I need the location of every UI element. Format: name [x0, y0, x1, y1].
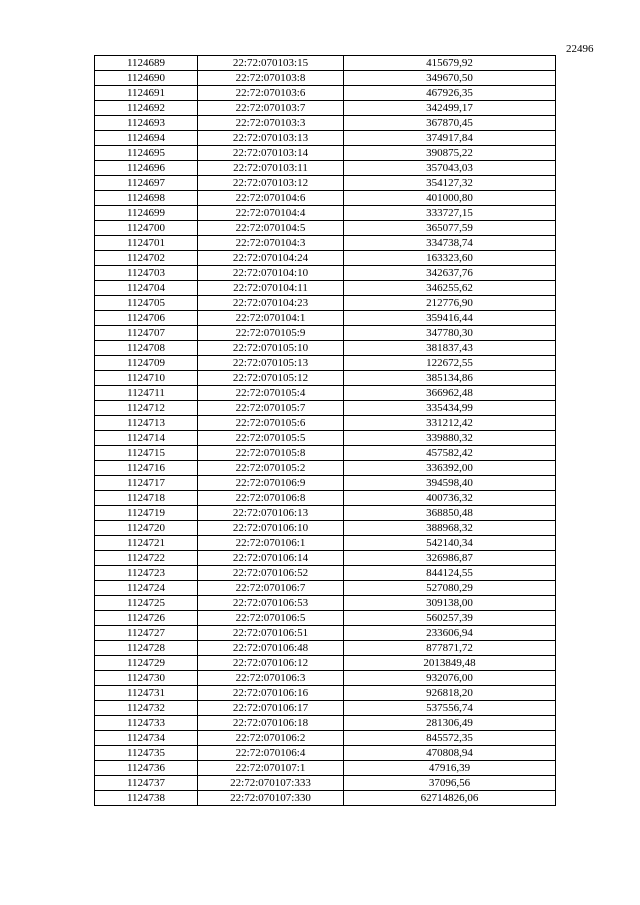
table-row	[95, 461, 556, 476]
cadastral-value-cell: 415679,92	[344, 56, 556, 71]
table-row	[95, 731, 556, 746]
record-number-cell: 1124716	[95, 461, 198, 476]
record-number-cell: 1124713	[95, 416, 198, 431]
table-row	[95, 401, 556, 416]
record-number-cell: 1124704	[95, 281, 198, 296]
cadastral-number-cell: 22:72:070106:2	[198, 731, 344, 746]
table-row	[95, 176, 556, 191]
cadastral-value-cell: 542140,34	[344, 536, 556, 551]
cadastral-number-cell: 22:72:070104:4	[198, 206, 344, 221]
cadastral-value-cell: 62714826,06	[344, 791, 556, 806]
cadastral-number-cell: 22:72:070106:14	[198, 551, 344, 566]
record-number-cell: 1124692	[95, 101, 198, 116]
cadastral-number-cell: 22:72:070104:5	[198, 221, 344, 236]
table-row	[95, 86, 556, 101]
cadastral-value-cell: 349670,50	[344, 71, 556, 86]
table-row	[95, 701, 556, 716]
cadastral-number-cell: 22:72:070106:1	[198, 536, 344, 551]
cadastral-number-cell: 22:72:070107:330	[198, 791, 344, 806]
record-number-cell: 1124712	[95, 401, 198, 416]
table-row	[95, 791, 556, 806]
cadastral-value-cell: 326986,87	[344, 551, 556, 566]
cadastral-value-cell: 365077,59	[344, 221, 556, 236]
record-number-cell: 1124698	[95, 191, 198, 206]
table-row	[95, 446, 556, 461]
table-row	[95, 221, 556, 236]
table-row	[95, 596, 556, 611]
cadastral-value-cell: 47916,39	[344, 761, 556, 776]
cadastral-value-cell: 467926,35	[344, 86, 556, 101]
cadastral-number-cell: 22:72:070106:8	[198, 491, 344, 506]
cadastral-number-cell: 22:72:070104:3	[198, 236, 344, 251]
cadastral-value-cell: 359416,44	[344, 311, 556, 326]
record-number-cell: 1124732	[95, 701, 198, 716]
table-row	[95, 341, 556, 356]
cadastral-value-cell: 844124,55	[344, 566, 556, 581]
record-number-cell: 1124720	[95, 521, 198, 536]
cadastral-value-cell: 381837,43	[344, 341, 556, 356]
cadastral-value-cell: 281306,49	[344, 716, 556, 731]
table-row	[95, 416, 556, 431]
cadastral-value-cell: 877871,72	[344, 641, 556, 656]
record-number-cell: 1124733	[95, 716, 198, 731]
record-number-cell: 1124738	[95, 791, 198, 806]
cadastral-value-cell: 394598,40	[344, 476, 556, 491]
cadastral-value-cell: 366962,48	[344, 386, 556, 401]
record-number-cell: 1124711	[95, 386, 198, 401]
record-number-cell: 1124718	[95, 491, 198, 506]
cadastral-value-cell: 385134,86	[344, 371, 556, 386]
page-number: 22496	[566, 43, 594, 55]
cadastral-number-cell: 22:72:070104:6	[198, 191, 344, 206]
table-row	[95, 251, 556, 266]
record-number-cell: 1124689	[95, 56, 198, 71]
table-row	[95, 191, 556, 206]
table-row	[95, 761, 556, 776]
record-number-cell: 1124725	[95, 596, 198, 611]
cadastral-number-cell: 22:72:070104:24	[198, 251, 344, 266]
table-row	[95, 641, 556, 656]
cadastral-value-cell: 390875,22	[344, 146, 556, 161]
cadastral-value-cell: 342637,76	[344, 266, 556, 281]
record-number-cell: 1124729	[95, 656, 198, 671]
table-row	[95, 581, 556, 596]
cadastral-number-cell: 22:72:070107:333	[198, 776, 344, 791]
cadastral-value-cell: 367870,45	[344, 116, 556, 131]
cadastral-number-cell: 22:72:070105:13	[198, 356, 344, 371]
table-row	[95, 776, 556, 791]
cadastral-number-cell: 22:72:070106:13	[198, 506, 344, 521]
cadastral-number-cell: 22:72:070105:6	[198, 416, 344, 431]
table-row	[95, 296, 556, 311]
cadastral-number-cell: 22:72:070106:48	[198, 641, 344, 656]
cadastral-value-cell: 388968,32	[344, 521, 556, 536]
record-number-cell: 1124695	[95, 146, 198, 161]
cadastral-number-cell: 22:72:070105:9	[198, 326, 344, 341]
cadastral-number-cell: 22:72:070103:13	[198, 131, 344, 146]
cadastral-number-cell: 22:72:070106:3	[198, 671, 344, 686]
record-number-cell: 1124699	[95, 206, 198, 221]
table-row	[95, 131, 556, 146]
table-row	[95, 236, 556, 251]
record-number-cell: 1124694	[95, 131, 198, 146]
cadastral-number-cell: 22:72:070105:5	[198, 431, 344, 446]
cadastral-number-cell: 22:72:070105:4	[198, 386, 344, 401]
record-number-cell: 1124706	[95, 311, 198, 326]
record-number-cell: 1124707	[95, 326, 198, 341]
table-row	[95, 566, 556, 581]
cadastral-number-cell: 22:72:070106:7	[198, 581, 344, 596]
table-row	[95, 716, 556, 731]
cadastral-number-cell: 22:72:070106:4	[198, 746, 344, 761]
table-row	[95, 146, 556, 161]
cadastral-number-cell: 22:72:070106:18	[198, 716, 344, 731]
record-number-cell: 1124709	[95, 356, 198, 371]
cadastral-number-cell: 22:72:070106:5	[198, 611, 344, 626]
cadastral-number-cell: 22:72:070105:7	[198, 401, 344, 416]
table-row	[95, 521, 556, 536]
cadastral-value-cell: 342499,17	[344, 101, 556, 116]
table-row	[95, 536, 556, 551]
cadastral-value-table	[94, 55, 556, 806]
cadastral-number-cell: 22:72:070103:7	[198, 101, 344, 116]
cadastral-number-cell: 22:72:070106:53	[198, 596, 344, 611]
cadastral-value-cell: 368850,48	[344, 506, 556, 521]
table-row	[95, 101, 556, 116]
record-number-cell: 1124722	[95, 551, 198, 566]
record-number-cell: 1124696	[95, 161, 198, 176]
cadastral-number-cell: 22:72:070105:10	[198, 341, 344, 356]
record-number-cell: 1124700	[95, 221, 198, 236]
record-number-cell: 1124719	[95, 506, 198, 521]
record-number-cell: 1124705	[95, 296, 198, 311]
table-row	[95, 371, 556, 386]
cadastral-value-cell: 339880,32	[344, 431, 556, 446]
cadastral-value-cell: 401000,80	[344, 191, 556, 206]
cadastral-number-cell: 22:72:070106:51	[198, 626, 344, 641]
table-row	[95, 356, 556, 371]
cadastral-number-cell: 22:72:070104:11	[198, 281, 344, 296]
record-number-cell: 1124702	[95, 251, 198, 266]
cadastral-value-cell: 537556,74	[344, 701, 556, 716]
table-row	[95, 161, 556, 176]
cadastral-value-cell: 926818,20	[344, 686, 556, 701]
table-row	[95, 266, 556, 281]
cadastral-value-cell: 457582,42	[344, 446, 556, 461]
cadastral-number-cell: 22:72:070105:8	[198, 446, 344, 461]
table-row	[95, 56, 556, 71]
cadastral-number-cell: 22:72:070106:9	[198, 476, 344, 491]
cadastral-value-cell: 374917,84	[344, 131, 556, 146]
table-row	[95, 746, 556, 761]
record-number-cell: 1124736	[95, 761, 198, 776]
table-row	[95, 311, 556, 326]
record-number-cell: 1124708	[95, 341, 198, 356]
record-number-cell: 1124693	[95, 116, 198, 131]
cadastral-number-cell: 22:72:070104:23	[198, 296, 344, 311]
table-row	[95, 476, 556, 491]
cadastral-number-cell: 22:72:070103:14	[198, 146, 344, 161]
table-row	[95, 386, 556, 401]
table-row	[95, 656, 556, 671]
cadastral-number-cell: 22:72:070104:1	[198, 311, 344, 326]
cadastral-number-cell: 22:72:070105:12	[198, 371, 344, 386]
cadastral-number-cell: 22:72:070106:16	[198, 686, 344, 701]
record-number-cell: 1124715	[95, 446, 198, 461]
table-row	[95, 116, 556, 131]
cadastral-number-cell: 22:72:070103:12	[198, 176, 344, 191]
cadastral-number-cell: 22:72:070106:52	[198, 566, 344, 581]
table-row	[95, 626, 556, 641]
cadastral-value-cell: 560257,39	[344, 611, 556, 626]
cadastral-number-cell: 22:72:070106:12	[198, 656, 344, 671]
table-row	[95, 206, 556, 221]
table-row	[95, 671, 556, 686]
record-number-cell: 1124714	[95, 431, 198, 446]
table-row	[95, 491, 556, 506]
cadastral-number-cell: 22:72:070106:10	[198, 521, 344, 536]
cadastral-value-cell: 400736,32	[344, 491, 556, 506]
table-row	[95, 71, 556, 86]
table-row	[95, 611, 556, 626]
record-number-cell: 1124737	[95, 776, 198, 791]
record-number-cell: 1124731	[95, 686, 198, 701]
cadastral-value-cell: 334738,74	[344, 236, 556, 251]
cadastral-value-cell: 470808,94	[344, 746, 556, 761]
cadastral-value-cell: 932076,00	[344, 671, 556, 686]
record-number-cell: 1124735	[95, 746, 198, 761]
cadastral-value-cell: 527080,29	[344, 581, 556, 596]
record-number-cell: 1124703	[95, 266, 198, 281]
cadastral-value-cell: 357043,03	[344, 161, 556, 176]
record-number-cell: 1124717	[95, 476, 198, 491]
cadastral-value-cell: 163323,60	[344, 251, 556, 266]
table-row	[95, 551, 556, 566]
cadastral-value-cell: 354127,32	[344, 176, 556, 191]
cadastral-value-cell: 336392,00	[344, 461, 556, 476]
record-number-cell: 1124701	[95, 236, 198, 251]
cadastral-value-cell: 335434,99	[344, 401, 556, 416]
table-row	[95, 281, 556, 296]
record-number-cell: 1124710	[95, 371, 198, 386]
cadastral-value-cell: 212776,90	[344, 296, 556, 311]
record-number-cell: 1124721	[95, 536, 198, 551]
cadastral-number-cell: 22:72:070103:6	[198, 86, 344, 101]
cadastral-value-cell: 845572,35	[344, 731, 556, 746]
record-number-cell: 1124691	[95, 86, 198, 101]
cadastral-value-cell: 37096,56	[344, 776, 556, 791]
cadastral-value-cell: 2013849,48	[344, 656, 556, 671]
record-number-cell: 1124727	[95, 626, 198, 641]
cadastral-number-cell: 22:72:070103:11	[198, 161, 344, 176]
cadastral-number-cell: 22:72:070103:3	[198, 116, 344, 131]
cadastral-value-cell: 233606,94	[344, 626, 556, 641]
record-number-cell: 1124730	[95, 671, 198, 686]
cadastral-number-cell: 22:72:070105:2	[198, 461, 344, 476]
table-row	[95, 686, 556, 701]
cadastral-value-cell: 331212,42	[344, 416, 556, 431]
cadastral-value-cell: 309138,00	[344, 596, 556, 611]
cadastral-value-cell: 347780,30	[344, 326, 556, 341]
record-number-cell: 1124728	[95, 641, 198, 656]
cadastral-value-cell: 346255,62	[344, 281, 556, 296]
record-number-cell: 1124726	[95, 611, 198, 626]
record-number-cell: 1124734	[95, 731, 198, 746]
cadastral-value-cell: 122672,55	[344, 356, 556, 371]
table-row	[95, 431, 556, 446]
record-number-cell: 1124690	[95, 71, 198, 86]
cadastral-number-cell: 22:72:070106:17	[198, 701, 344, 716]
cadastral-number-cell: 22:72:070107:1	[198, 761, 344, 776]
cadastral-value-cell: 333727,15	[344, 206, 556, 221]
record-number-cell: 1124697	[95, 176, 198, 191]
record-number-cell: 1124723	[95, 566, 198, 581]
table-row	[95, 326, 556, 341]
cadastral-number-cell: 22:72:070103:8	[198, 71, 344, 86]
table-row	[95, 506, 556, 521]
record-number-cell: 1124724	[95, 581, 198, 596]
table-body	[95, 56, 556, 806]
cadastral-number-cell: 22:72:070104:10	[198, 266, 344, 281]
cadastral-number-cell: 22:72:070103:15	[198, 56, 344, 71]
